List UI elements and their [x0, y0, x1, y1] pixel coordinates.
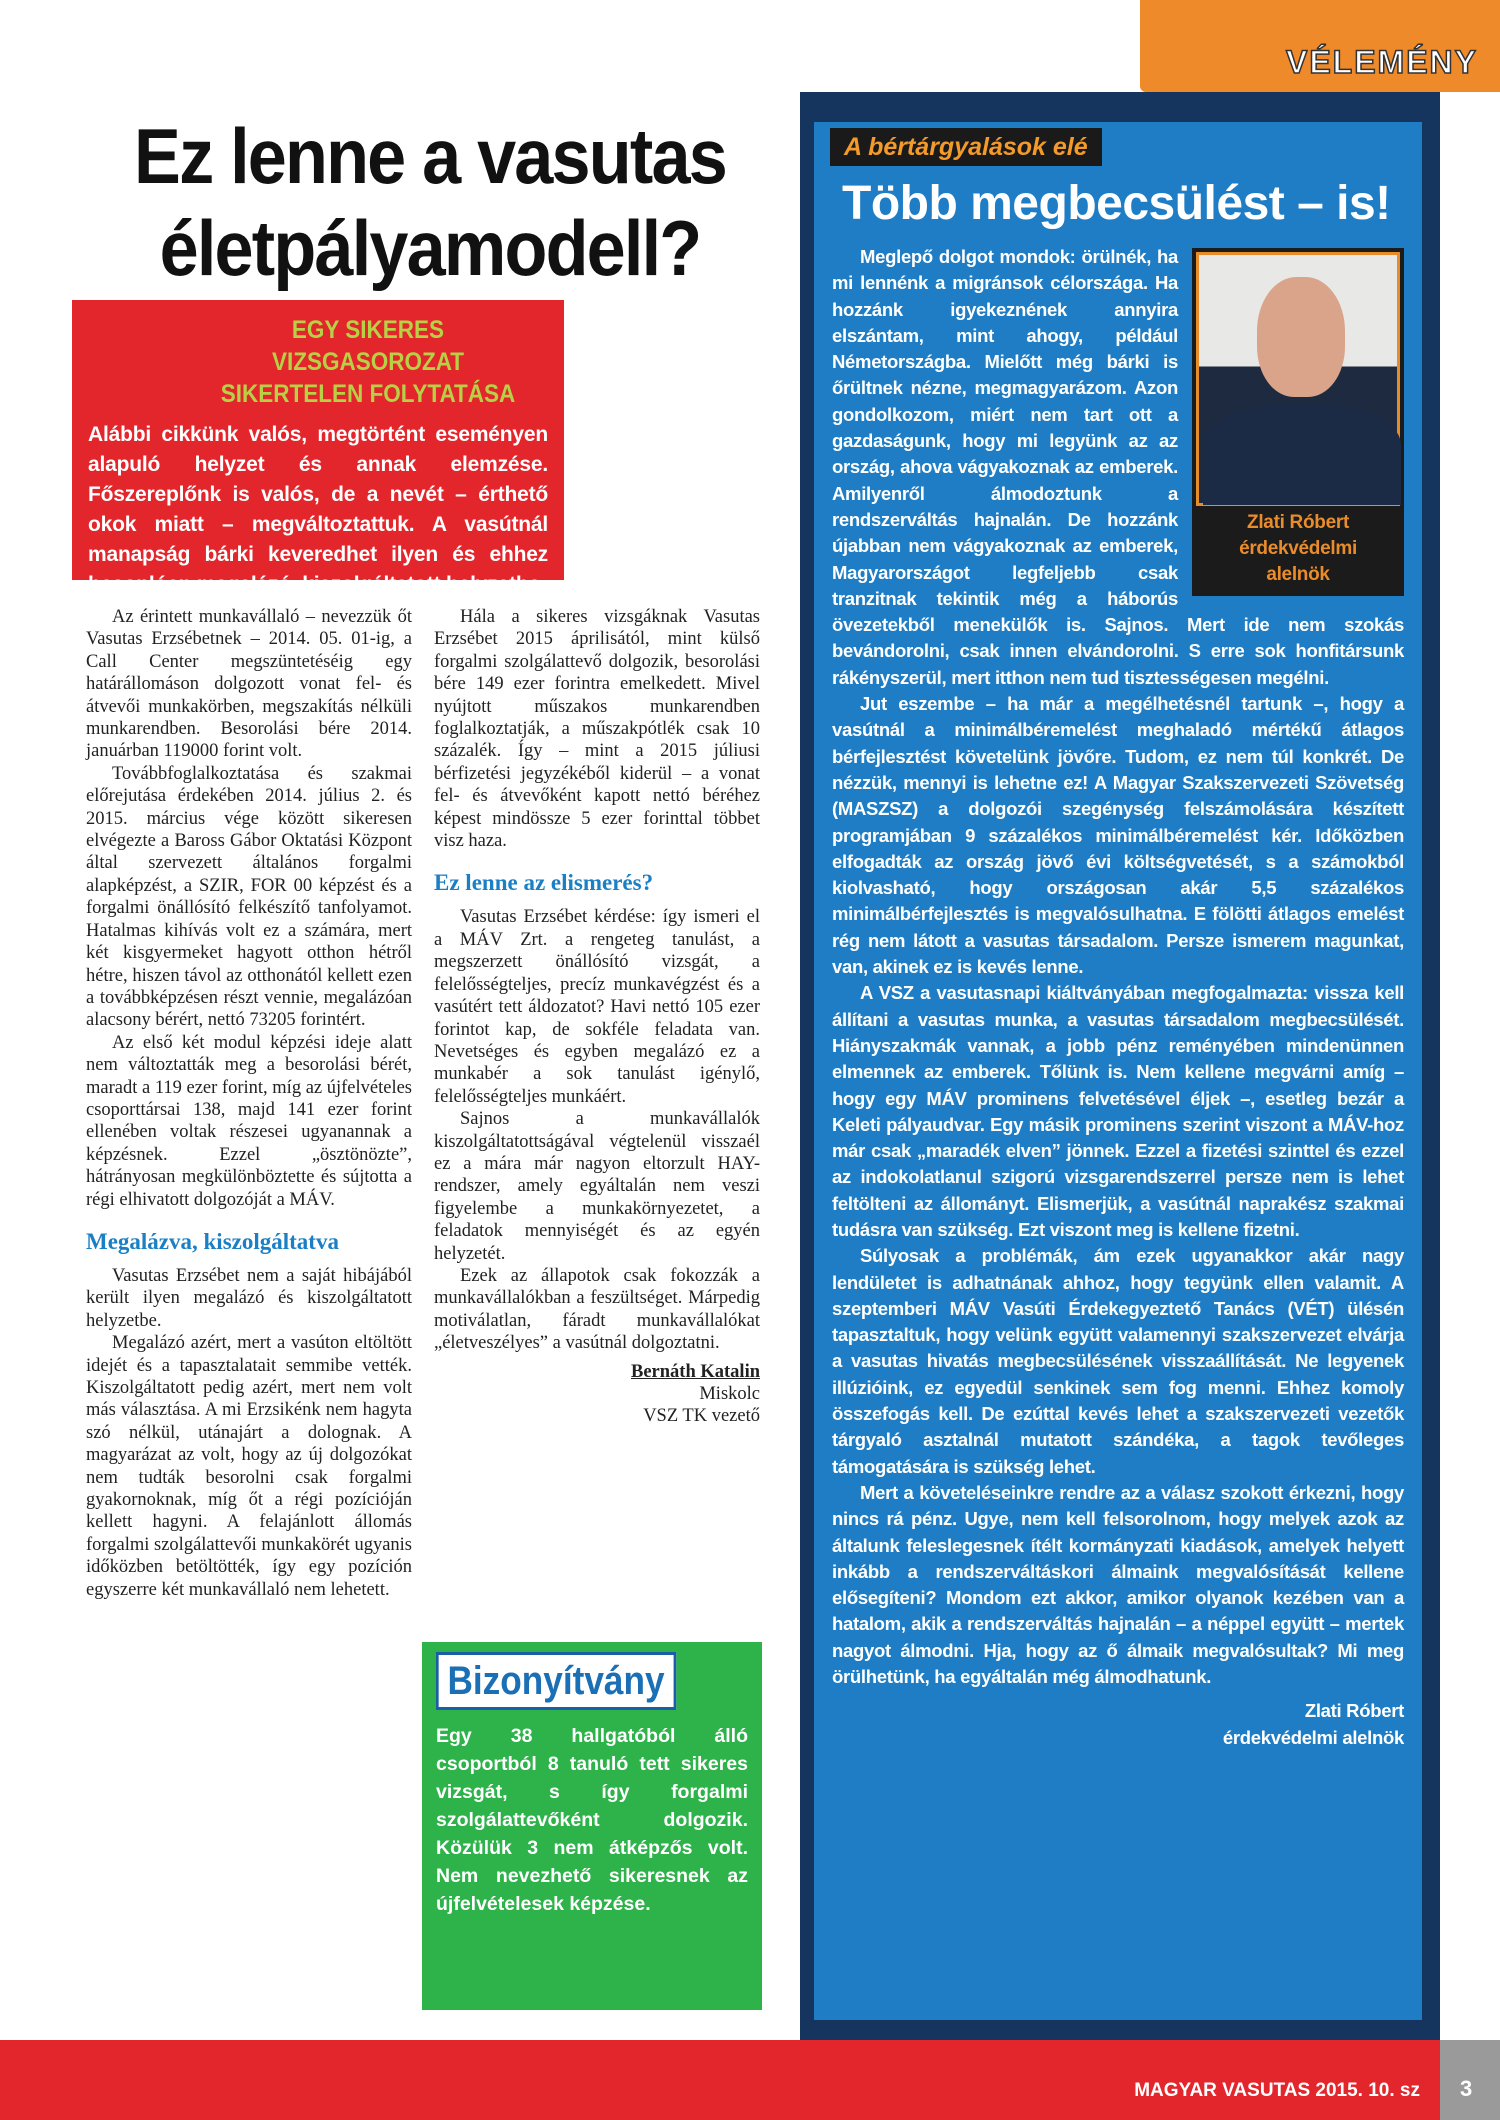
section-tab: [1140, 0, 1500, 92]
portrait-image: [1196, 252, 1400, 506]
paragraph: Vasutas Erzsébet nem a saját hibájából került ilyen megalázó és kiszolgáltatott helyzetbe.: [86, 1265, 412, 1331]
opinion-author-role: érdekvédelmi alelnök: [1222, 1726, 1404, 1748]
opinion-author: Zlati Róbert: [1304, 1700, 1404, 1722]
paragraph: Megalázó azért, mert a vasúton eltöltött idejét és a tapasztalatait semmibe vették. Kiszolgáltatott pedig azért, mert nem volt más választása. A mi Erzsikénk nem hagyta szó nélkül, utánajárt a dolognak. A magyarázat az volt, hogy az új dolgozókat nem tudták besorolni csak forgalmi gyakornoknak, míg őt a régi pozícióján kellett hagyni. A felajánlott állomás forgalmi szolgálattevői munkakörét ugyanis időközben betöltötték, így egy pozíción egyszerre két munkavállaló nem lehetett.: [86, 1333, 412, 1600]
paragraph: Hála a sikeres vizsgáknak Vasutas Erzsébet 2015 áprilisától, mint külső forgalmi szolgálattevő dolgozik, besorolási bére 149 ezer forintra emelkedett. Mivel nyújtott műszakos munkarendben foglalkoztatják, a műszakpótlék csak 10 százalék. Így – mint a 2015 júliusi bérfizetési jegyzékéből kiderül – a vonat fel- és átvevőként kapott nettó béréhez képest mindössze 5 ezer forinttal többet visz haza.: [434, 607, 760, 852]
paragraph: Súlyosak a problémák, ám ezek ugyanakkor akár nagy lendületet is adhatnának ahhoz, hogy tegyünk ellen valamit. A szeptemberi MÁV Vasúti Érdekegyeztető Tanács (VÉT) ülésén tapasztaltuk, hogy velünk együtt valamennyi szakszervezet elvárja a vasutas hivatás megbecsülésének visszaállítását. Ne legyenek illúzióink, ez egyedül senkinek sem fog menni. Ehhez komoly összefogás kell. De ezúttal kevés lehet a szakszervezeti vezetők tárgyaló asztalnál mutatott szándéka, a tagok tevőleges támogatására is szükség lehet.: [832, 1245, 1404, 1477]
paragraph: Meglepő dolgot mondok: örülnék, ha mi lennénk a migránsok célországa. Ha hozzánk igyekeznének annyira elszántam, mint ahogy, például Németországba. Mielőtt még bárki is őrültnek nézne, megmagyarázom. Azon gondolkozom, miért nem tart ott a gazdaságunk, hogy mi legyünk az az ország, ahova vágyakoznak az emberek. Amilyenről álmodoztunk a rendszerváltás hajnalán. De hozzánk újabban nem vágyakoznak az emberek, Magyarországot legfeljebb csak tranzitnak tekintik még a háborús övezetekből menekülők is. Sajnos. Mert ide nem szokás bevándorolni, csak innen elvándorolni. S erre sok honfitársunk rákényszerül, mert itthon nem tud tisztességesen megélni.: [832, 246, 1404, 688]
paragraph: Mert a követeléseinkre rendre az a válasz szokott érkezni, hogy nincs rá pénz. Ugye, nem kell felsorolnom, hogy melyek azok az általunk feleslegesnek ítélt kormányzati kiadások, amelyek helyett inkább a rendszerváltáskori álmaink megvalósítását kellene elősegíteni? Mondom ezt akkor, amikor olyanok kezében van a hatalom, akik a rendszerváltás hajnalán – a néppel együtt – mertek nagyot álmodni. Hja, hogy az ő álmaik megvalósultak? Mi meg örülhetünk, ha egyáltalán még álmodhatunk.: [832, 1481, 1404, 1688]
kicker-line-1: EGY SIKERES VIZSGASOROZAT: [271, 316, 465, 376]
paragraph: Vasutas Erzsébet kérdése: így ismeri el a MÁV Zrt. a rengeteg tanulást, a megszerzett önállósító vizsgát, a felelősségteljes, precíz munkavégzést és a vasútért tett áldozatot? Havi nettó 105 ezer forintot kap, de sokféle feladata van. Nevetséges és egyben megalázó ez a munkabér a sok tanulást igénylő, felelősségteljes munkáért.: [434, 907, 760, 1107]
paragraph: Ezek az állapotok csak fokozzák a munkavállalókban a feszültséget. Márpedig motiválatlan, fáradt munkavállalókat „életveszélyes” a vasútnál dolgoztatni.: [434, 1265, 760, 1354]
paragraph: Továbbfoglalkoztatása és szakmai előrejutása érdekében 2014. július 2. és 2015. március vége között sikeresen elvégezte a Baross Gábor Oktatási Központ által szervezett általános forgalmi alapképzést, a SZIR, FOR 00 képzést és a forgalmi önállósító felkészítő tanfolyamot. Hatalmas kihívás volt ez a számára, mert két kisgyermeket hagyott otthon hétről hétre, hiszen távol az otthonától kellett ezen a továbbképzésen részt vennie, megalázóan alacsony bérért, nettó 73205 forintért.: [86, 763, 412, 1031]
opinion-panel-inner: [814, 122, 1422, 2020]
author-name: Bernáth Katalin: [631, 1361, 760, 1382]
author-city: Miskolc: [699, 1384, 760, 1404]
section-tab-label: VÉLEMÉNY: [1285, 44, 1478, 80]
headline-line-1: Ez lenne a vasutas: [134, 112, 726, 200]
author-role: VSZ TK vezető: [643, 1406, 760, 1427]
portrait-head: [1257, 277, 1345, 397]
page-top-margin: [0, 0, 1140, 40]
subheading: Ez lenne az elismerés?: [434, 870, 654, 896]
paragraph: Sajnos a munkavállalók kiszolgáltatottságával végtelenül visszaél ez a mára már nagyon eltorzult HAY-rendszer, amely egyáltalán nem veszi figyelembe a munkakörnyezetet, a feladatok mennyiségét és az egyén helyzetét.: [434, 1109, 760, 1264]
article-column-1: [86, 606, 412, 1601]
page-number: 3: [1460, 2076, 1473, 2101]
lead-box: [72, 300, 564, 596]
publication-info: MAGYAR VASUTAS 2015. 10. sz: [1134, 2080, 1420, 2101]
subheading: Megalázva, kiszolgáltatva: [86, 1228, 339, 1254]
opinion-panel: [800, 92, 1440, 2040]
paragraph: Az érintett munkavállaló – nevezzük őt Vasutas Erzsébetnek – 2014. 05. 01-ig, a Call Center megszüntetéséig egy határállomáson dolgozott vonat fel- és átvevői munkakörben, megszakítás nélküli munkarendben. Besorolási bére 2014. januárban 119000 forint volt.: [86, 607, 412, 762]
box-text: Egy 38 hallgatóból álló csoportból 8 tanuló tett sikeres vizsgát, s így forgalmi szolgálattevőként dolgozik. Közülük 3 nem átképzős volt. Nem nevezhető sikeresnek az újfelvételesek képzése.: [436, 1725, 748, 1915]
box-title: Bizonyítvány: [436, 1652, 676, 1710]
author-photo: [1192, 248, 1404, 596]
sidebar-box: [422, 1642, 762, 2010]
caption-role-1: érdekvédelmi: [1239, 538, 1357, 559]
opinion-kicker: A bértárgyalások elé: [830, 128, 1102, 166]
opinion-body: [832, 244, 1404, 1751]
portrait-shirt: [1203, 405, 1401, 505]
lead-text: Alábbi cikkünk valós, megtörtént eseményen alapuló helyzet és annak elemzése. Főszereplőnk is valós, de a nevét – érthető okok miatt – megváltoztattuk. A vasútnál manapság bárki keveredhet ilyen és ehhez hasonlóan megalázó, kiszolgáltatott helyzetbe.: [88, 423, 548, 596]
caption-name: Zlati Róbert: [1247, 512, 1349, 533]
opinion-title: Több megbecsülést – is!: [842, 177, 1391, 230]
kicker-line-2: SIKERTELEN FOLYTATÁSA: [220, 380, 516, 408]
paragraph: Jut eszembe – ha már a megélhetésnél tartunk –, hogy a vasútnál a minimálbéremelést meghaladó mértékű átlagos bérfejlesztést követelünk jövőre. Tudom, ez nem túl konkrét. De nézzük, mennyi is lehetne ez! A Magyar Szakszervezeti Szövetség (MASZSZ) a dolgozói szegénység felszámolására készített programjában 9 százalékos minimálbéremelést kér. Időközben elfogadták az ország jövő évi költségvetését, s a számokból kiolvasható, hogy országosan akár 5,5 százalékos minimálbérfejlesztés is megvalósulhatna. E fölötti átlagos emelést rég nem látott a vasutas társadalom. Persze ismerem magunkat, van, akinek ez is kevés lenne.: [832, 693, 1404, 978]
article-column-2: [434, 606, 760, 1428]
paragraph: Az első két modul képzési ideje alatt nem változtatták meg a besorolási bérét, maradt a 119 ezer forint, míg az újfelvételes csoporttársai 138, majd 141 ezer forint ellenében voltak részesei ugyanannak a képzésnek. Ezzel „ösztönözte”, hátrányosan megkülönböztette és sújtotta a régi elhivatott dolgozóját a MÁV.: [86, 1032, 412, 1210]
page-number-box: [1440, 2040, 1500, 2120]
right-margin: [1440, 92, 1500, 2040]
paragraph: A VSZ a vasutasnapi kiáltványában megfogalmazta: vissza kell állítani a vasutas munka, a vasutas társadalom megbecsülését. Hiányszakmák vannak, a jobb pénz reményében mindenünnen elmennek az emberek. Tőlünk is. Nem kellene megvárni amíg – hogy egy MÁV prominens felvetésével éljek –, esetleg bezár a Keleti pályaudvar. Egy másik prominens szerint viszont a MÁV-hoz már csak „maradék elven” jönnek. Ezzel a fizetési szinttel és ezzel az indokolatlanul szigorú vizsgarendszerrel persze nem is lehet feltölteni az állományt. Elismerjük, a vasútnál naprakész szakmai tudásra van szükség. Ezt viszont meg is kellene fizetni.: [832, 982, 1404, 1240]
article-headline: [97, 110, 763, 294]
caption-role-2: alelnök: [1266, 564, 1330, 585]
headline-line-2: életpályamodell?: [159, 204, 701, 292]
page-footer: [0, 2040, 1440, 2120]
photo-caption: [1192, 510, 1404, 588]
